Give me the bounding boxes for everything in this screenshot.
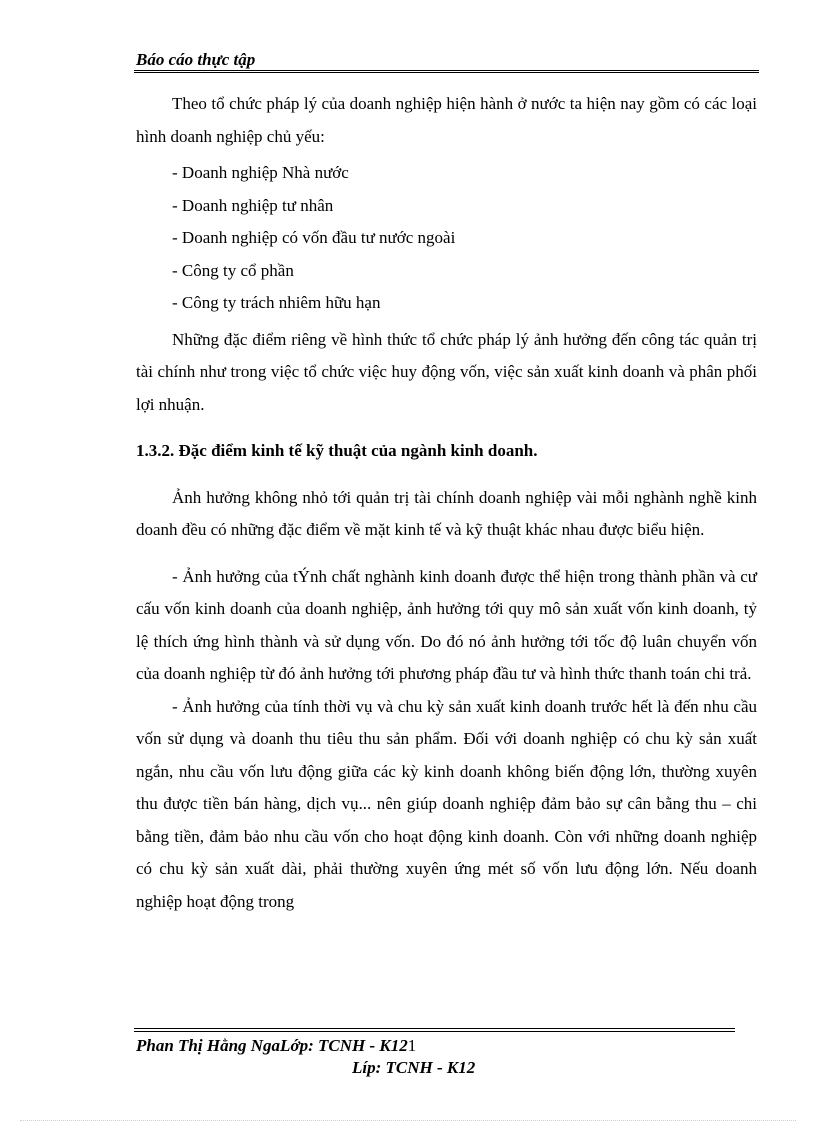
list-item: - Công ty cổ phần — [172, 260, 294, 280]
footer-class: Líp: TCNH - K12 — [352, 1058, 476, 1077]
header-rule — [134, 70, 759, 73]
list-item: - Doanh nghiệp Nhà nước — [172, 163, 349, 182]
list-item: - Công ty trách nhiêm hữu hạn — [172, 293, 381, 312]
body-paragraph: Ảnh hưởng không nhỏ tới quản trị tài chính doanh nghiệp vài mỗi nghành nghề kinh doanh đều có những đặc điểm về mặt kinh tế và kỹ thuật khác nhau được biểu hiện. — [136, 487, 757, 539]
body-paragraph: - Ảnh hưởng của tÝnh chất nghành kinh doanh được thể hiện trong thành phần và cư cấu vốn kinh doanh của doanh nghiệp, ảnh hưởng tới quy mô sản xuất vốn kinh doanh, tỷ lệ thích ứng hình thành và sử dụng vốn. Do đó nó ảnh hưởng tới tốc độ luân chuyển vốn của doanh nghiệp từ đó ảnh hưởng tới phương pháp đầu tư và hình thức thanh toán chi trả. — [136, 566, 757, 683]
section-heading: 1.3.2. Đặc điểm kinh tế kỹ thuật của ngành kinh doanh. — [136, 441, 538, 460]
document-body — [136, 88, 757, 918]
list-item: - Doanh nghiệp tư nhân — [172, 195, 334, 215]
page-edge-divider — [20, 1120, 796, 1121]
intro-paragraph: Theo tổ chức pháp lý của doanh nghiệp hiện hành ở nước ta hiện nay gồm có các loại hình doanh nghiệp chủ yếu: — [136, 94, 757, 146]
page-header-title: Báo cáo thực tập — [136, 50, 256, 69]
footer-author-text: Phan Thị Hằng NgaLớp: TCNH - K12 — [136, 1036, 408, 1055]
conclusion-paragraph: Những đặc điểm riêng về hình thức tổ chức pháp lý ảnh hưởng đến công tác quản trị tài chính như trong việc tổ chức việc huy động vốn, việc sản xuất kinh doanh và phân phối lợi nhuận. — [136, 329, 757, 414]
footer-rule — [134, 1028, 735, 1032]
footer-author — [136, 1036, 416, 1056]
page-number: 1 — [407, 1036, 417, 1055]
list-item: - Doanh nghiệp có vốn đầu tư nước ngoài — [172, 228, 456, 247]
body-paragraph: - Ảnh hưởng của tính thời vụ và chu kỳ sản xuất kinh doanh trước hết là đến nhu cầu vốn sử dụng và doanh thu tiêu thu sản phẩm. Đối với doanh nghiệp có chu kỳ sản xuất ngắn, nhu cầu vốn lưu động giữa các kỳ kinh doanh không biến động lớn, thường xuyên thu được tiền bán hàng, dịch vụ... nên giúp doanh nghiệp đảm bảo sự cân bằng thu – chi bằng tiền, đảm bảo nhu cầu vốn cho hoạt động kinh doanh. Còn với những doanh nghiệp có chu kỳ sản xuất dài, phải thường xuyên ứng mét số vốn lưu động lớn. Nếu doanh nghiệp hoạt động trong — [136, 696, 757, 911]
